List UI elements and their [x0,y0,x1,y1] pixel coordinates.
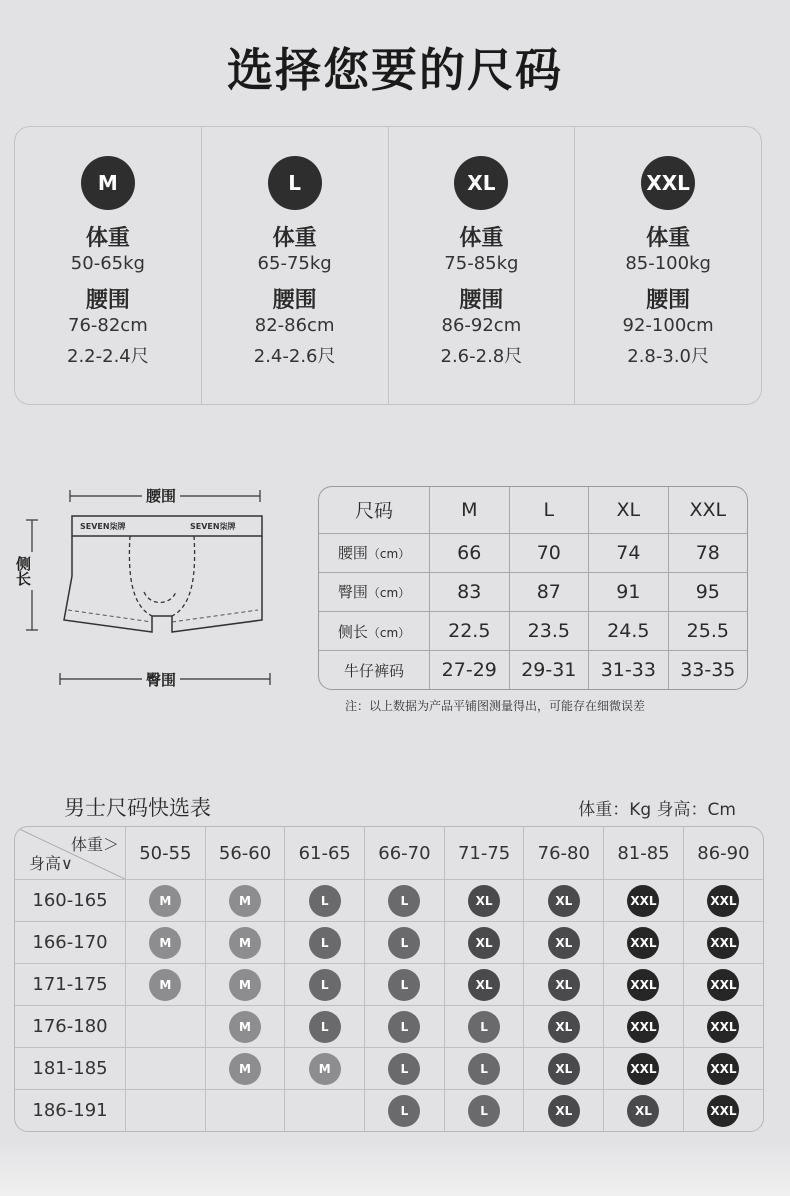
size-cell [365,1006,445,1048]
weight-label: 体重 [272,226,317,251]
quick-header-row [15,827,763,880]
size-cell [285,964,365,1006]
corner-height-label: 身高∨ [29,854,73,873]
weight-range: 65-75kg [257,253,332,274]
size-badge-l: L [309,969,341,1001]
size-cell [126,1006,206,1048]
size-badge-l: L [468,1011,500,1043]
size-badge-l: L [309,885,341,917]
size-badge: XL [454,156,508,210]
measurement-name: 腰围 [337,544,368,563]
size-cell [205,922,285,964]
size-badge-m: M [229,1011,261,1043]
quick-row [15,1006,763,1048]
size-cell [683,922,763,964]
measurement-name: 侧长 [337,622,368,641]
size-cell [126,964,206,1006]
measurement-value: 74 [589,533,669,572]
height-row-header: 166-170 [15,922,126,964]
measurement-value: 66 [430,533,510,572]
measurement-name: 牛仔裤码 [343,661,404,680]
measurement-value: 25.5 [668,611,747,650]
waist-chi-range: 2.6-2.8尺 [440,346,523,367]
size-cell [604,922,684,964]
size-badge-l: L [388,969,420,1001]
size-cards [14,126,762,405]
size-badge-xxl: XXL [707,885,739,917]
size-cell [683,1048,763,1090]
size-badge-m: M [149,927,181,959]
size-badge-m: M [309,1053,341,1085]
size-cell [285,922,365,964]
size-card-m [15,127,202,404]
waist-label: 腰围 [646,288,691,313]
quick-chart-title: 男士尺码快选表 [64,796,211,820]
size-badge-xl: XL [548,1011,580,1043]
waist-range: 86-92cm [441,315,522,336]
measurement-unit: （cm） [367,586,411,601]
weight-column-header: 61-65 [285,827,365,880]
size-cell [205,1090,285,1131]
size-cell [365,1090,445,1131]
size-cell [365,964,445,1006]
size-badge: M [81,156,135,210]
quick-row [15,1090,763,1131]
waist-range: 82-86cm [254,315,335,336]
size-badge-m: M [229,885,261,917]
size-badge-m: M [229,927,261,959]
size-cell [126,922,206,964]
size-badge: XXL [641,156,695,210]
size-badge-l: L [388,1011,420,1043]
size-badge-l: L [388,1053,420,1085]
weight-label: 体重 [459,226,504,251]
measurement-row-label [319,611,430,650]
size-badge-xxl: XXL [627,1011,659,1043]
size-badge-l: L [468,1053,500,1085]
height-row-header: 160-165 [15,880,126,922]
weight-range: 75-85kg [444,253,519,274]
size-badge-xl: XL [468,969,500,1001]
measurement-header-cell: 尺码 [319,487,430,533]
weight-label: 体重 [85,226,130,251]
size-badge-m: M [229,1053,261,1085]
size-badge-xxl: XXL [707,1053,739,1085]
size-cell [444,1006,524,1048]
size-badge-m: M [149,969,181,1001]
waist-chi-range: 2.2-2.4尺 [67,346,149,367]
brand-logo-left: SEVEN柒牌 [80,522,126,531]
size-cell [683,964,763,1006]
size-badge: L [268,156,322,210]
size-cell [604,880,684,922]
weight-column-header: 66-70 [365,827,445,880]
weight-column-header: 71-75 [444,827,524,880]
measurement-value: 24.5 [589,611,669,650]
size-cell [524,880,604,922]
measurement-value: 22.5 [430,611,510,650]
size-cell [365,1048,445,1090]
size-cell [444,880,524,922]
waist-chi-range: 2.8-3.0尺 [627,346,709,367]
measurement-row-label [319,533,430,572]
size-badge-m: M [149,885,181,917]
size-badge-l: L [388,885,420,917]
boxer-briefs-illustration [18,480,288,690]
size-badge-xl: XL [468,885,500,917]
measurement-value: 23.5 [509,611,589,650]
size-cell [524,922,604,964]
size-badge-xxl: XXL [707,927,739,959]
measurement-header-cell: XL [589,487,669,533]
size-cell [126,1090,206,1131]
weight-label: 体重 [646,226,691,251]
waist-range: 92-100cm [622,315,714,336]
weight-range: 85-100kg [625,253,711,274]
measurement-unit: （cm） [367,547,411,562]
measurement-value: 31-33 [589,651,669,689]
size-badge-l: L [388,1095,420,1127]
measurement-row-label [319,572,430,611]
weight-range: 50-65kg [70,253,145,274]
measurement-note: 注：以上数据为产品平铺图测量得出，可能存在细微误差 [345,699,646,713]
size-cell [444,964,524,1006]
size-badge-xl: XL [548,927,580,959]
hip-label: 臀围 [142,669,180,690]
waist-range: 76-82cm [68,315,148,336]
size-cell [285,1006,365,1048]
measurement-table [318,486,748,690]
size-cell [126,1048,206,1090]
size-card-xxl [575,127,761,404]
weight-column-header: 50-55 [126,827,206,880]
size-badge-xl: XL [548,1095,580,1127]
size-cell [205,1006,285,1048]
size-cell [285,880,365,922]
weight-column-header: 76-80 [524,827,604,880]
size-badge-m: M [229,969,261,1001]
corner-wrap [15,827,125,879]
quick-row [15,880,763,922]
quick-row [15,964,763,1006]
waist-label: 腰围 [272,288,317,313]
measurement-name: 臀围 [337,583,368,602]
bottom-fade [0,1140,790,1196]
measurement-value: 29-31 [509,651,589,689]
size-cell [285,1048,365,1090]
waist-label: 腰围 [85,288,130,313]
size-badge-l: L [388,927,420,959]
waist-chi-range: 2.4-2.6尺 [253,346,336,367]
waist-label: 腰围 [142,485,180,506]
measurement-value: 83 [430,572,510,611]
weight-column-header: 56-60 [205,827,285,880]
height-row-header: 186-191 [15,1090,126,1131]
size-badge-xxl: XXL [627,1053,659,1085]
measurement-header-cell: M [430,487,510,533]
size-cell [524,1006,604,1048]
page-title: 选择您要的尺码 [227,43,563,97]
measurement-header-cell: L [509,487,589,533]
size-badge-xxl: XXL [627,927,659,959]
size-cell [604,1048,684,1090]
size-cell [524,1048,604,1090]
size-cell [365,880,445,922]
size-cell [444,1048,524,1090]
measurement-header-cell: XXL [668,487,747,533]
size-cell [683,880,763,922]
size-badge-xxl: XXL [627,969,659,1001]
measurement-value: 87 [509,572,589,611]
underwear-diagram [14,480,288,690]
size-cell [285,1090,365,1131]
quick-row [15,1048,763,1090]
measurement-row [319,651,747,689]
size-cell [524,964,604,1006]
weight-column-header: 86-90 [683,827,763,880]
size-cell [365,922,445,964]
corner-cell [15,827,126,880]
size-cell [604,964,684,1006]
size-badge-l: L [309,927,341,959]
size-badge-xxl: XXL [707,969,739,1001]
size-badge-l: L [309,1011,341,1043]
size-cell [444,922,524,964]
size-badge-xl: XL [548,885,580,917]
size-badge-xxl: XXL [707,1095,739,1127]
size-card-xl [389,127,576,404]
size-cell [205,880,285,922]
measurement-value: 33-35 [668,651,747,689]
height-row-header: 176-180 [15,1006,126,1048]
quick-size-table [14,826,764,1132]
measurement-row [319,611,747,650]
corner-weight-label: 体重＞ [70,835,119,854]
size-cell [444,1090,524,1131]
measurement-row-label [319,651,430,689]
measurement-row [319,533,747,572]
side-length-label: 侧长 [20,552,34,590]
measurement-value: 78 [668,533,747,572]
size-badge-l: L [468,1095,500,1127]
measurement-header-row [319,487,747,533]
size-cell [524,1090,604,1131]
size-badge-xl: XL [548,969,580,1001]
size-cell [683,1006,763,1048]
size-cell [205,1048,285,1090]
size-cell [205,964,285,1006]
waist-label: 腰围 [459,288,504,313]
size-badge-xl: XL [548,1053,580,1085]
size-cell [604,1090,684,1131]
quick-chart-units: 体重：Kg 身高：Cm [578,800,736,820]
height-row-header: 181-185 [15,1048,126,1090]
size-cell [604,1006,684,1048]
weight-column-header: 81-85 [604,827,684,880]
measurement-unit: （cm） [367,625,411,640]
measurement-value: 70 [509,533,589,572]
size-card-l [202,127,389,404]
measurement-value: 91 [589,572,669,611]
size-cell [683,1090,763,1131]
measurement-value: 27-29 [430,651,510,689]
height-row-header: 171-175 [15,964,126,1006]
size-badge-xxl: XXL [627,885,659,917]
size-badge-xl: XL [627,1095,659,1127]
size-badge-xxl: XXL [707,1011,739,1043]
quick-row [15,922,763,964]
brand-logo-right: SEVEN柒牌 [190,522,236,531]
size-badge-xl: XL [468,927,500,959]
measurement-value: 95 [668,572,747,611]
size-cell [126,880,206,922]
measurement-row [319,572,747,611]
